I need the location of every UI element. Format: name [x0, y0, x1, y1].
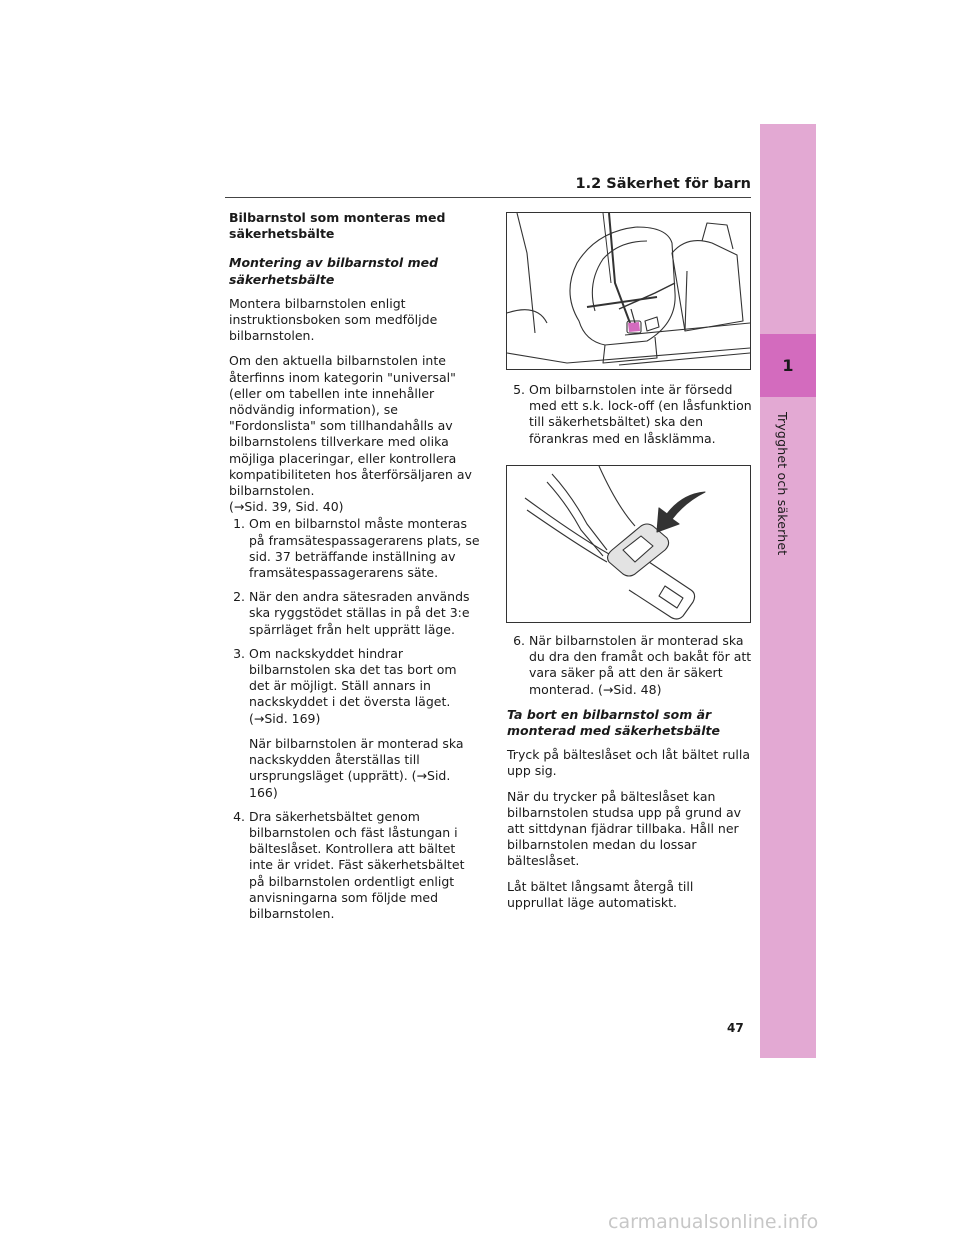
step-number: 2.: [233, 589, 245, 605]
paragraph: Låt bältet långsamt återgå till upprullat läge automatiskt.: [507, 878, 694, 910]
locking-clip-illustration: [506, 465, 751, 623]
step-text: Om nackskyddet hindrar bilbarnstolen ska det tas bort om det är möjligt. Ställ annars in nackskyddet i det översta läget. (→Sid. 169): [249, 645, 457, 726]
chapter-number: 1: [782, 356, 794, 375]
step-number: 6.: [513, 633, 525, 648]
step-number: 1.: [233, 516, 245, 532]
step-text: Dra säkerhetsbältet genom bilbarnstolen och fäst låstungan i bälteslåset. Kontrollera att bältet inte är vridet. Fäst säkerhetsbältet på bilbarnstolen ordentligt enligt anvisningarna som följde med bilbarnstolen.: [249, 808, 465, 921]
list-item: [507, 633, 753, 698]
section-heading: Bilbarnstol som monteras med säkerhetsbälte: [229, 210, 446, 242]
step-text: Om en bilbarnstol måste monteras på framsätespassagerarens plats, se sid. 37 beträffande inställning av framsätespassagerarens säte.: [249, 516, 480, 581]
locking-clip-drawing: [507, 466, 750, 622]
chapter-side-tab: [760, 124, 816, 1058]
page-reference-link[interactable]: (→Sid. 39, Sid. 40): [229, 499, 344, 515]
subsection-heading: Ta bort en bilbarnstol som är monterad med säkerhetsbälte: [507, 706, 720, 739]
step-text: När den andra sätesraden används ska ryggstödet ställas in på det 3:e spärrläget från helt upprätt läge.: [249, 589, 470, 637]
left-column: [229, 210, 481, 930]
step-note: När bilbarnstolen är monterad ska nackskydden återställas till ursprungsläget (upprätt). (→Sid. 166): [249, 735, 464, 800]
paragraph: Montera bilbarnstolen enligt instruktionsboken som medföljde bilbarnstolen.: [229, 295, 438, 344]
instruction-list: [229, 516, 481, 922]
paragraph: Tryck på bälteslåset och låt bältet rulla upp sig.: [507, 747, 750, 779]
step-number: 3.: [233, 645, 245, 661]
paragraph: [229, 353, 481, 515]
header-divider: [225, 197, 751, 198]
list-item: [227, 646, 481, 801]
child-seat-illustration: [506, 212, 751, 370]
child-seat-drawing: [507, 213, 750, 369]
list-item: [507, 382, 753, 447]
step-number: 4.: [233, 808, 245, 824]
page-number: 47: [727, 1021, 744, 1035]
subsection-heading: Montering av bilbarnstol med säkerhetsbälte: [229, 255, 439, 287]
step-body: [249, 646, 481, 801]
right-column-top: [507, 382, 753, 455]
list-item: [227, 589, 481, 638]
right-column-bottom: [507, 633, 753, 920]
list-item: [227, 516, 481, 581]
watermark: carmanualsonline.info: [608, 1211, 819, 1233]
paragraph: När du trycker på bälteslåset kan bilbarnstolen studsa upp på grund av att sittdynan fjädrar tillbaka. Håll ner bilbarnstolen medan du lossar bälteslåset.: [507, 788, 742, 869]
section-title: 1.2 Säkerhet för barn: [575, 176, 751, 192]
chapter-title: Trygghet och säkerhet: [775, 412, 790, 556]
step-number: 5.: [513, 382, 525, 397]
step-text: När bilbarnstolen är monterad ska du dra den framåt och bakåt för att vara säker på att den är säkert monterad. (→Sid. 48): [529, 633, 752, 697]
step-text: Om bilbarnstolen inte är försedd med ett s.k. lock-off (en låsfunktion till säkerhetsbältet) ska den förankras med en låsklämma.: [529, 382, 752, 446]
list-item: [227, 809, 481, 922]
paragraph-text: Om den aktuella bilbarnstolen inte återfinns inom kategorin "universal" (eller om tabellen inte innehåller nödvändig information), se "Fordonslista" som tillhandahålls av bilbarnstolens tillverkare med olika möjliga placeringar, eller kontrollera kompatibiliteten hos återförsäljaren av bilbarnstolen.: [229, 353, 472, 499]
